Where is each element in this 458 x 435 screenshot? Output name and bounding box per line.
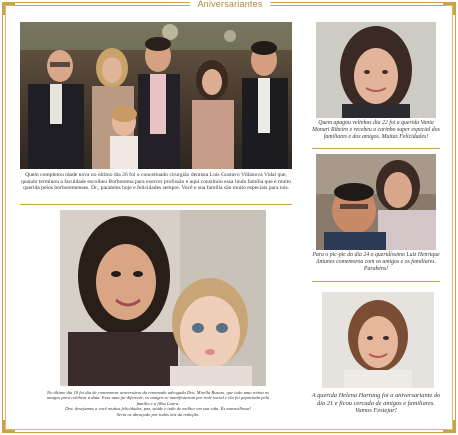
section-header [0,0,458,12]
family-group-photo [20,22,292,169]
header-rule [14,5,190,6]
story-caption: Para o pic-pic do dia 24 o queridíssimo Luiz Henrique Antunes comemorou com os amigos e os familiares. Parabéns! [312,252,440,272]
caption-line: Seria os abraçado por todos nós da redação. [116,411,200,417]
caption-line: amigos para celebrar a data. Essa uma foi diferente, os amigos se manifestaram por rede social e ela foi papariada pela [46,395,270,401]
header-rule [270,5,444,6]
divider-rule [20,204,292,205]
story-caption: Quem completou idade nova no último dia 26 foi o conceituado cirurgião dentista Luis Gustavo Villanova Vidal que, quando terminou a faculdade escolheu Borborema para exercer profissão e aqui constituiu essa linda família que é muito querida pelos borboremenses. Dr., parabéns hoje e felicidades sempre. Você e sua família são muito especiais para nós. [20,172,292,192]
birthday-portrait-photo [316,22,436,118]
couple-selfie-photo [316,154,436,250]
mother-daughter-photo [60,210,266,386]
caption-line: Dra. desejamos a você muitas felicidades, paz, saúde e tudo de melhor em sua vida. És maravilhosa! [65,406,251,412]
divider-rule [312,148,440,149]
divider-rule [312,281,440,282]
story-caption: A querida Helena Hartung foi a aniversariante do dia 21 e ficou cercada de amigos e familiares. Vamos Festejar! [311,392,441,415]
section-title: Aniversariantes [190,0,270,9]
caption-line: No último dia 18 foi dia de comemorar aniversário da renomada advogada Dra. Mirella Busato, que tudo uma rotina os [47,390,269,395]
story-caption-block [22,390,294,417]
helena-portrait-photo [322,292,434,388]
story-caption: Quem apagou velinhas dia 22 foi a querida Vania Monari Ribeiro e recebeu o carinho super especial dos familiares e dos amigos. Muitas Felicidades! [312,120,440,140]
caption-line: família e a filha Laura. [136,400,180,406]
